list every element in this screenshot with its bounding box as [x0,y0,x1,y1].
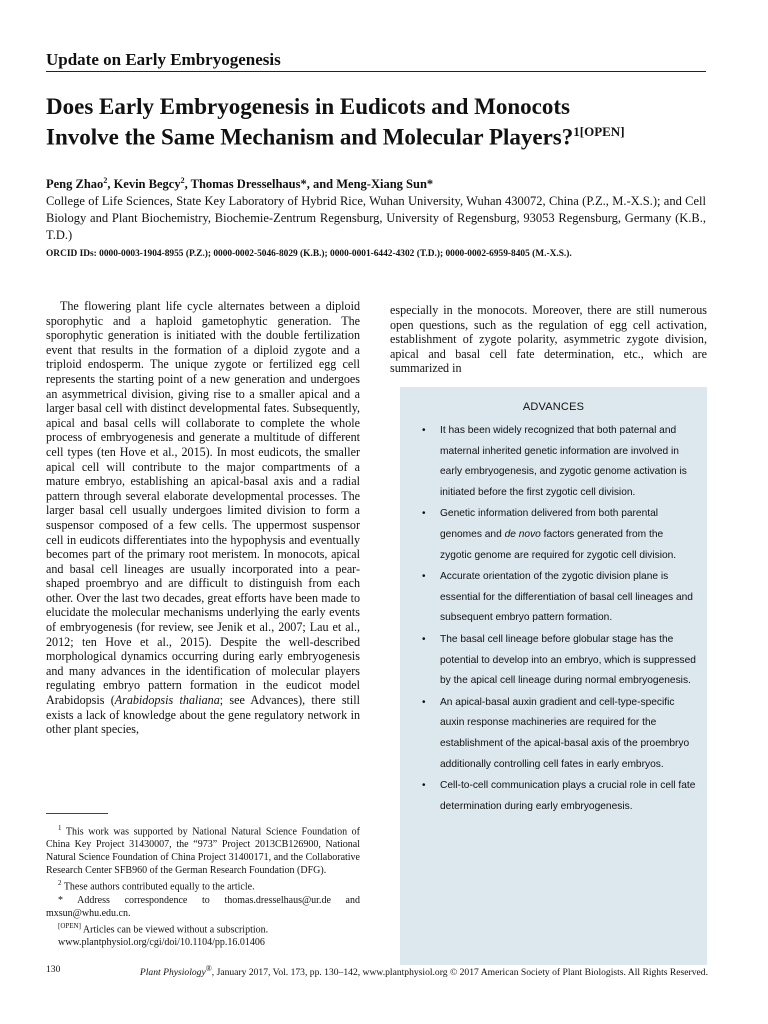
author-mark: * [426,177,434,192]
advances-item [422,776,697,817]
advances-text: Genetic information delivered from both parental genomes and [440,508,659,540]
advances-text: The basal cell lineage before globular stage has the potential to develop into an embryo, which is suppressed by the apical cell lineage during normal embryogenesis. [440,633,696,687]
author-separator: , and [306,177,337,192]
journal-name: Plant Physiology [139,967,206,979]
doi-text[interactable]: www.plantphysiol.org/cgi/doi/10.1104/pp.16.01406 [58,936,265,948]
bullet-icon: • [422,571,426,583]
footnote-text: Address correspondence to thomas.dresselhaus@ur.de and mxsun@whu.edu.cn. [46,894,360,919]
footnote [46,822,360,877]
footnote [46,920,360,936]
advances-box [400,387,707,965]
title-line-1: Does Early Embryogenesis in Eudicots and Monocots [46,94,570,119]
doi-link[interactable] [46,936,360,949]
journal-citation [140,964,708,978]
footnote-text: Articles can be viewed without a subscription. [80,923,269,935]
header-rule [46,71,706,72]
footnote [46,894,360,920]
bullet-icon: • [422,508,426,520]
bullet-icon: • [422,696,426,708]
registered-mark: ® [205,964,212,973]
citation-text: , January 2017, Vol. 173, pp. 130–142, www.plantphysiol.org © 2017 American Society of Plant Biologists. All Rights Reserved. [211,967,708,979]
advances-item [422,421,697,503]
affiliation: College of Life Sciences, State Key Laboratory of Hybrid Rice, Wuhan University, Wuhan 430072, China (P.Z., M.-X.S.); and Cell Biology and Plant Biochemistry, Biochemie-Zentrum Regensburg, University of Regensburg, 93053 Regensburg, Germany (K.B., T.D.) [46,194,706,242]
author-mark: 2 [180,176,185,185]
body-text-left [46,299,360,737]
orcid-line: ORCID IDs: 0000-0003-1904-8955 (P.Z.); 0000-0002-5046-8029 (K.B.); 0000-0001-6442-4302 (T.D.); 0000-0002-6959-8405 (M.-X.S.). [46,249,572,259]
author-separator: , [107,177,114,192]
footnote-mark: * [58,894,63,906]
author-list [46,176,433,192]
author-mark: 2 [103,176,108,185]
author-name: Thomas Dresselhaus [190,177,301,192]
footnote-text: These authors contributed equally to the article. [61,881,255,893]
advances-text: Cell-to-cell communication plays a crucial role in cell fate determination during early embryogenesis. [440,780,696,812]
body-text: The flowering plant life cycle alternates between a diploid sporophytic and a haploid gametophytic generation. The sporophytic generation is initiated with the double fertilization event that results in the formation of a diploid zygote and a triploid endosperm. The unique zygote or fertilized egg cell represents the starting point of a new generation and undergoes an asymmetrical division, giving rise to a smaller apical and a larger basal cell with distinct developmental fates. Subsequently, apical and basal cells will collaborate to complete the whole process of embryogenesis and generate a multitude of different cell types (ten Hove et al., 2015). In most eudicots, the smaller apical cell will contribute to the major compartments of a mature embryo, establishing an apical-basal axis and a radial pattern through several elaborate developmental processes. The larger basal cell usually undergoes limited division to form a suspensor composed of a few cells. The uppermost suspensor cell in eudicots differentiates into the hypophysis and eventually becomes part of the primary root meristem. In monocots, apical and basal cell lineages are usually incorporated into a pear-shaped proembryo and are difficult to distinguish from each other. Over the last two decades, great efforts have been made to elucidate the molecular mechanisms underlying the early events of embryogenesis (for review, see Jenik et al., 2007; Lau et al., 2012; ten Hove et al., 2015). Despite the well-described morphological dynamics occurring during early embryogenesis and many advances in the identification of molecular players regulating embryo pattern formation in the eudicot model Arabidopsis ( [46,299,360,708]
footnote-mark: 2 [58,879,62,888]
bullet-icon: • [422,425,426,436]
advances-italic: de novo [504,528,541,540]
bullet-icon: • [422,633,426,645]
footnote [46,877,360,893]
footnotes [46,822,360,949]
author-name: Kevin Begcy [113,177,181,192]
advances-item [422,693,697,775]
advances-list [400,421,707,817]
advances-text: It has been widely recognized that both paternal and maternal inherited genetic information are involved in early embryogenesis, and zygotic genome activation is initiated before the first zygotic cell division. [440,425,687,498]
footnote-text: This work was supported by National Natural Science Foundation of China Key Project 31430007, the “973” Project 2013CB126900, National Natural Science Foundation of China Project 31400171, and the Collaborative Research Center SFB960 of the German Research Foundation (DFG). [46,826,360,877]
advances-text: An apical-basal auxin gradient and cell-type-specific auxin response machineries are required for the establishment of the apical-basal axis of the proembryo additionally controlling cell fates in early embryos. [440,696,690,770]
title-line-2: Involve the Same Mechanism and Molecular Players? [46,124,574,150]
article-title [46,94,726,150]
footnote-mark: 1 [58,824,62,832]
advances-item [422,630,697,692]
author-name: Meng-Xiang Sun [336,177,427,192]
footnote-rule [46,813,108,814]
advances-text: Accurate orientation of the zygotic division plane is essential for the differentiation of basal cell lineages and subsequent embryo pattern formation. [440,571,693,624]
body-text-right: especially in the monocots. Moreover, there are still numerous open questions, such as the regulation of egg cell activation, establishment of zygote polarity, asymmetric zygote division, apical and basal cell fate determination, etc., which are summarized in [390,303,707,376]
advances-text: factors generated from the zygotic genome are required for zygotic cell division. [440,528,677,561]
advances-item [422,504,697,566]
author-separator: , [184,177,191,192]
title-superscript: 1[OPEN] [573,124,625,139]
advances-title: ADVANCES [522,401,585,413]
species-name: Arabidopsis thaliana [114,693,220,708]
body-text: ; see Advances), there still exists a lack of knowledge about the gene regulatory network in other plant species, [46,693,360,737]
bullet-icon: • [422,780,426,792]
footnote-mark: [OPEN] [58,921,81,930]
advances-item [422,567,697,629]
author-mark: * [300,177,307,192]
section-label: Update on Early Embryogenesis [46,50,281,69]
author-name: Peng Zhao [46,177,104,192]
page-number: 130 [46,964,61,975]
